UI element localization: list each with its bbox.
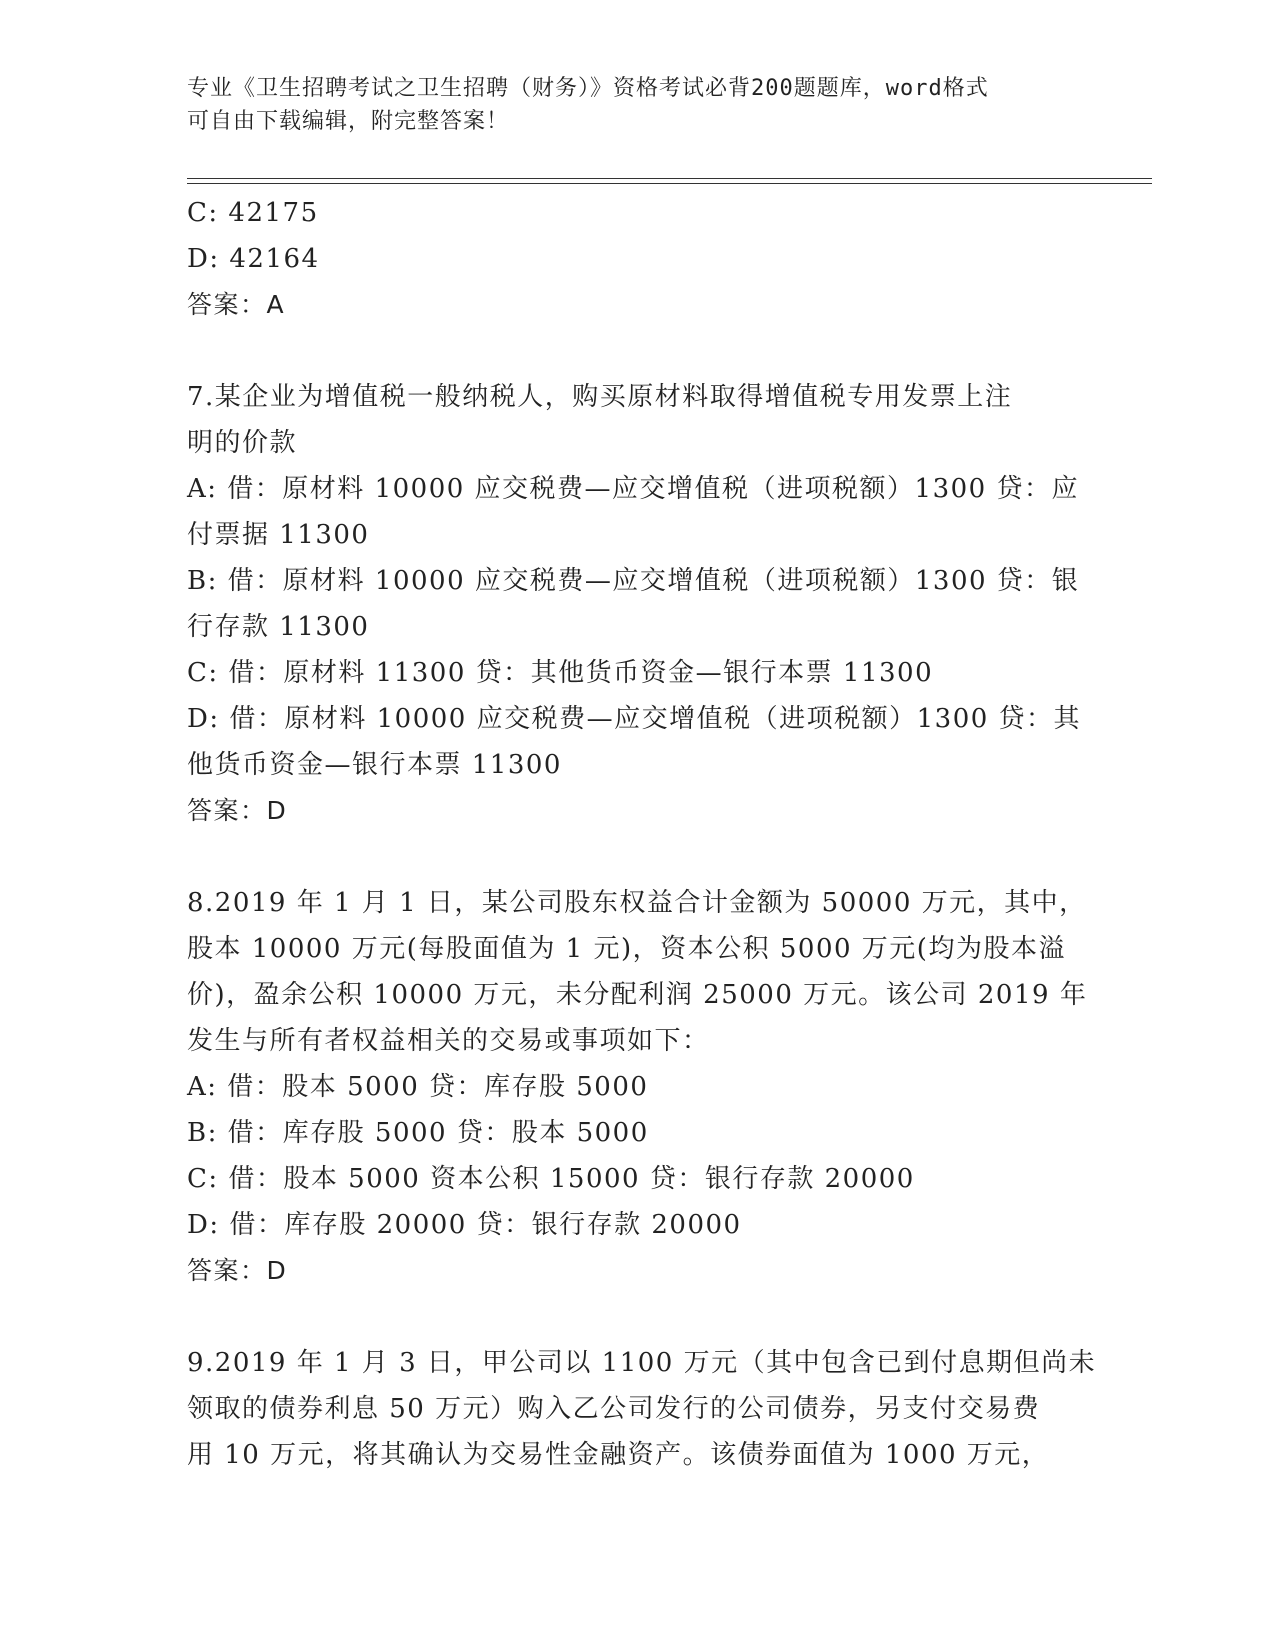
question-line: 8.2019 年 1 月 1 日，某公司股东权益合计金额为 50000 万元，其中，	[187, 888, 1087, 918]
option-line: D: 借：库存股 20000 贷：银行存款 20000	[187, 1210, 742, 1240]
header-rule-top	[187, 178, 1152, 179]
option-line: 行存款 11300	[187, 612, 370, 642]
question-line: 明的价款	[187, 428, 298, 458]
question-line: 7.某企业为增值税一般纳税人，购买原材料取得增值税专用发票上注	[187, 382, 1013, 412]
question-line: 价)，盈余公积 10000 万元，未分配利润 25000 万元。该公司 2019 年	[187, 980, 1088, 1010]
header-line-1: 专业《卫生招聘考试之卫生招聘（财务）》资格考试必背200题题库，word格式	[187, 76, 989, 101]
question-line: 领取的债券利息 50 万元）购入乙公司发行的公司债券，另支付交易费	[187, 1394, 1041, 1424]
header-rule-bottom	[187, 183, 1152, 184]
question-line: 9.2019 年 1 月 3 日，甲公司以 1100 万元（其中包含已到付息期但尚未	[187, 1348, 1097, 1378]
header-line-2: 可自由下载编辑，附完整答案！	[187, 109, 510, 134]
option-line: 他货币资金—银行本票 11300	[187, 750, 562, 780]
answer-line: 答案：D	[187, 796, 288, 825]
answer-line: 答案：A	[187, 290, 286, 319]
option-line: B: 借：原材料 10000 应交税费—应交增值税（进项税额）1300 贷：银	[187, 566, 1080, 596]
paragraph-gap	[187, 834, 1087, 880]
option-line: 付票据 11300	[187, 520, 370, 550]
option-line: B: 借：库存股 5000 贷：股本 5000	[187, 1118, 649, 1148]
paragraph-gap	[187, 1294, 1087, 1340]
question-line: 用 10 万元，将其确认为交易性金融资产。该债券面值为 1000 万元，	[187, 1440, 1050, 1470]
question-line: 发生与所有者权益相关的交易或事项如下：	[187, 1026, 710, 1056]
option-line: C: 借：股本 5000 资本公积 15000 贷：银行存款 20000	[187, 1164, 915, 1194]
option-line: D: 借：原材料 10000 应交税费—应交增值税（进项税额）1300 贷：其	[187, 704, 1082, 734]
option-line: C: 42175	[187, 198, 319, 228]
document-body	[187, 190, 1097, 1478]
answer-line: 答案：D	[187, 1256, 288, 1285]
option-line: A: 借：原材料 10000 应交税费—应交增值税（进项税额）1300 贷：应	[187, 474, 1079, 504]
question-line: 股本 10000 万元(每股面值为 1 元)，资本公积 5000 万元(均为股本溢	[187, 934, 1066, 964]
document-header	[187, 72, 1067, 138]
option-line: D: 42164	[187, 244, 320, 274]
option-line: C: 借：原材料 11300 贷：其他货币资金—银行本票 11300	[187, 658, 934, 688]
paragraph-gap	[187, 328, 1087, 374]
option-line: A: 借：股本 5000 贷：库存股 5000	[187, 1072, 649, 1102]
